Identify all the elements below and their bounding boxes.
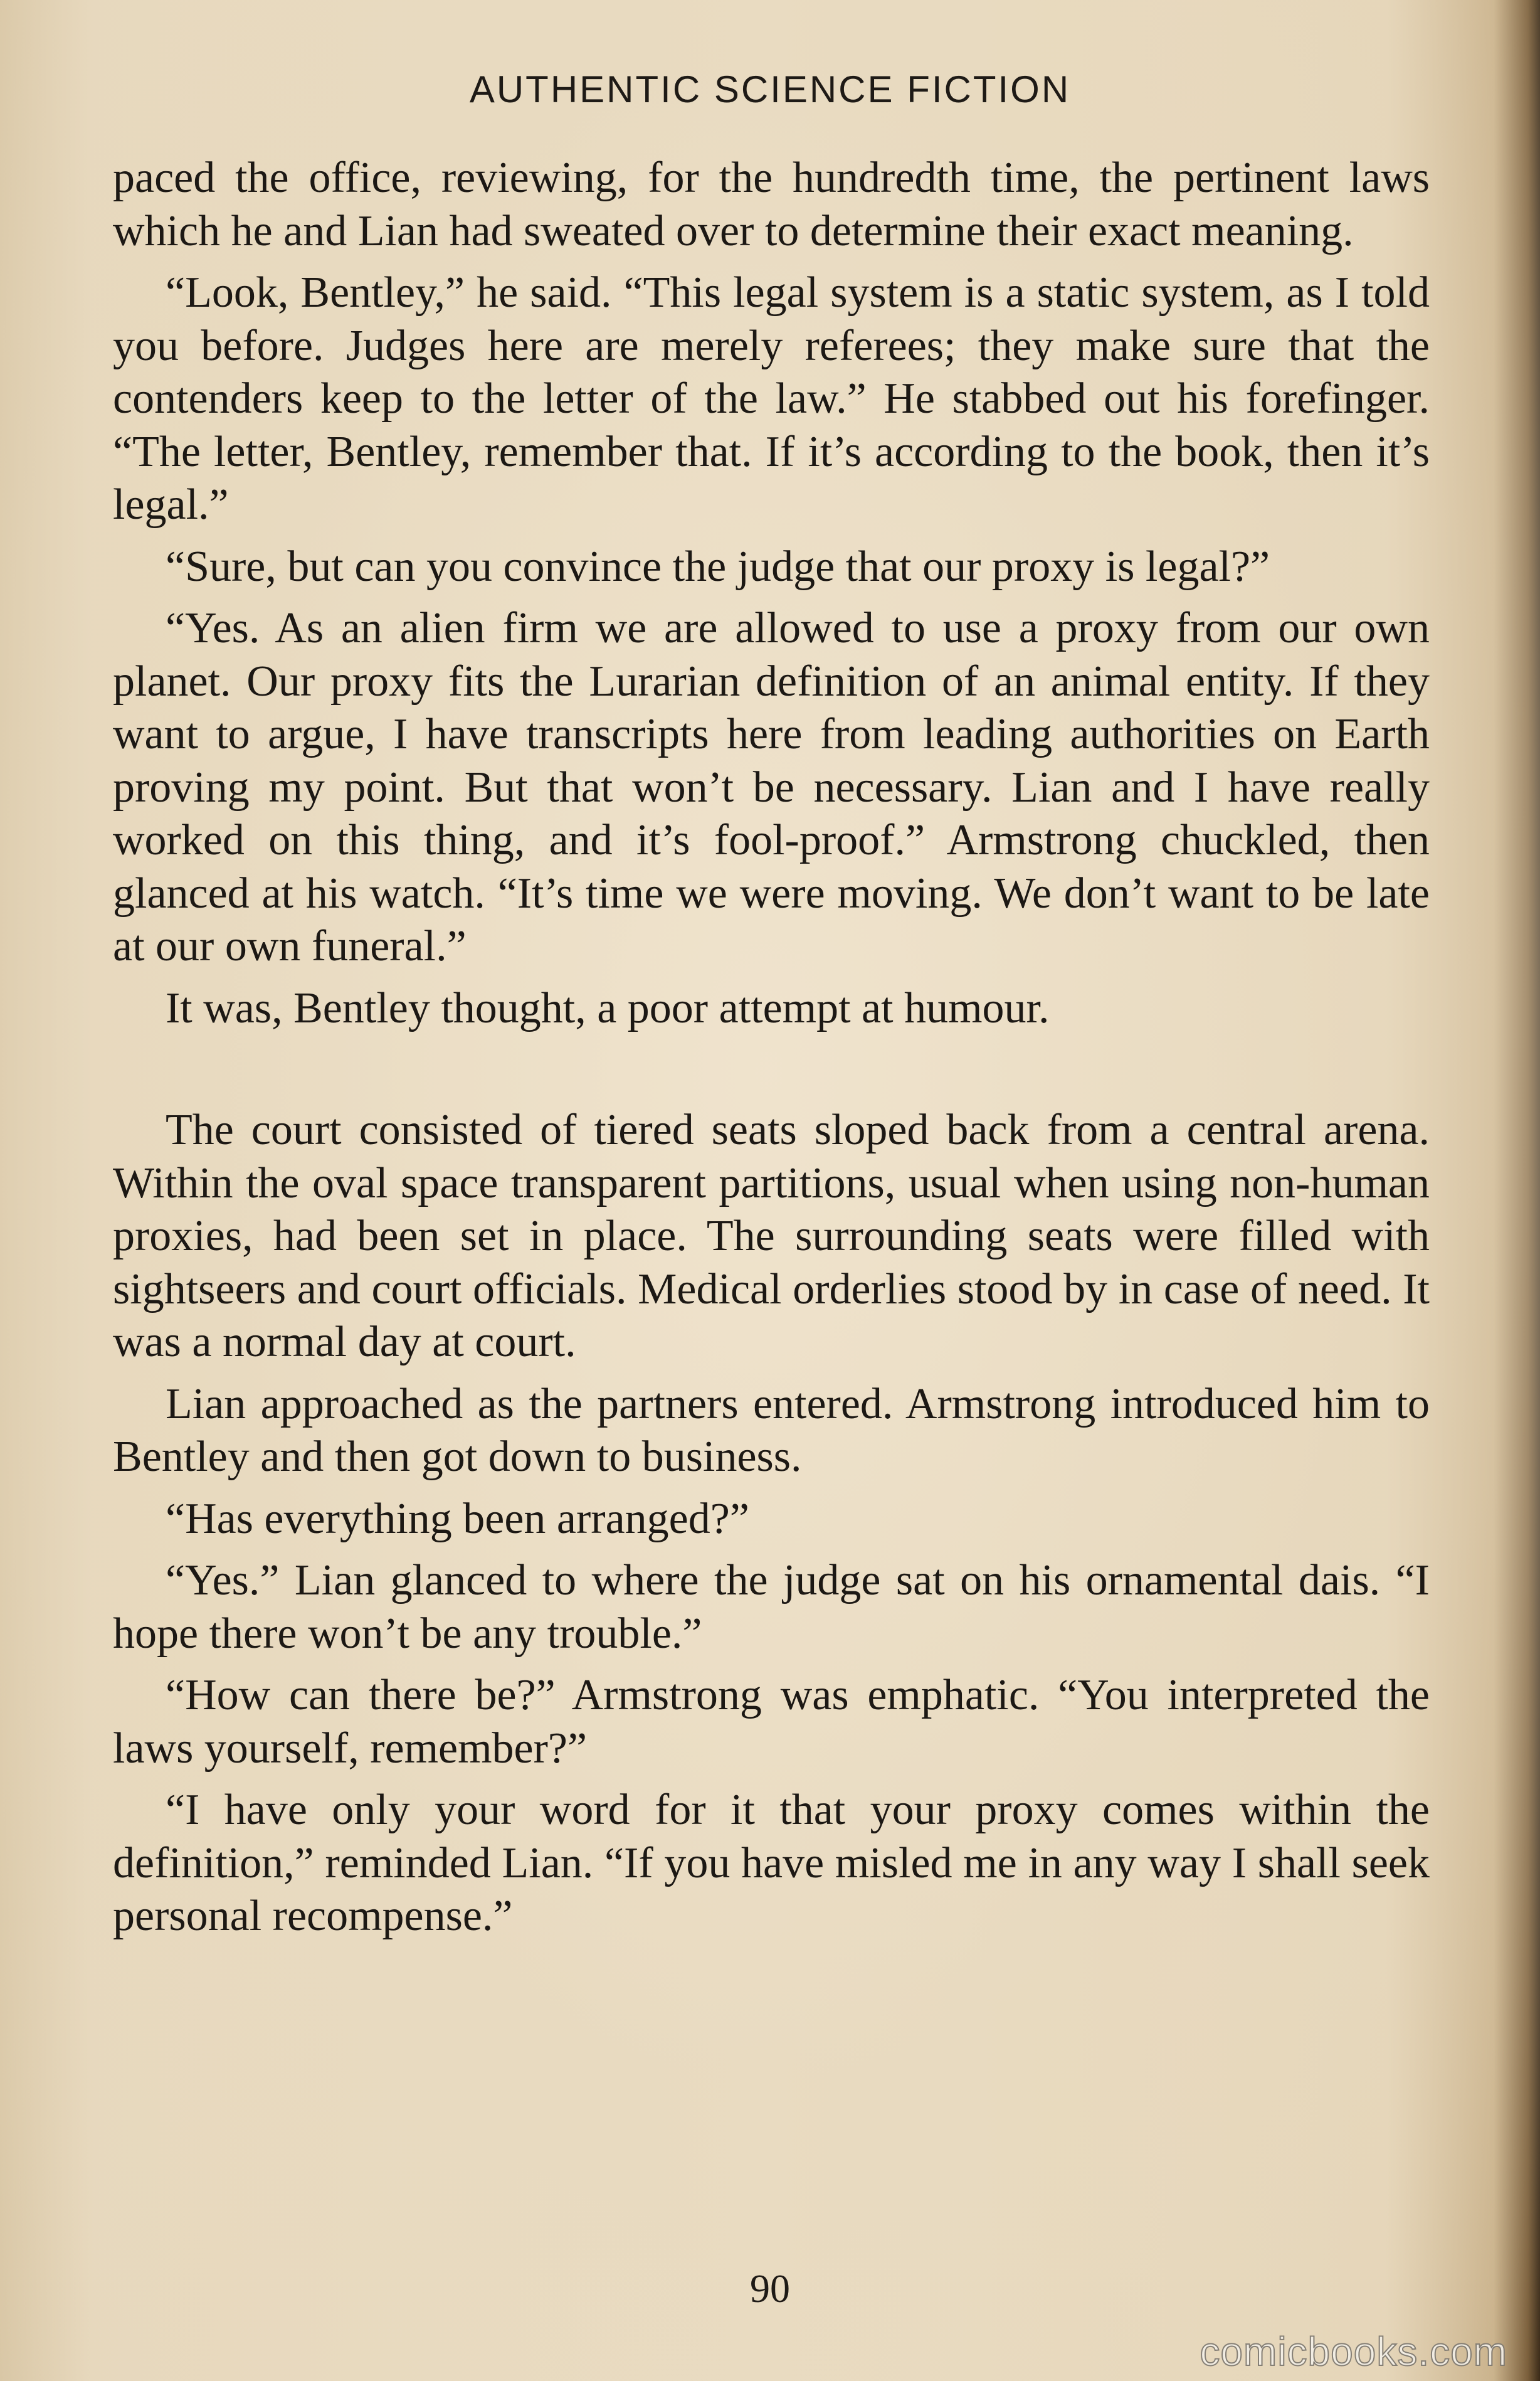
body-text: [113, 152, 1430, 1952]
section-break: [113, 1044, 1430, 1104]
watermark: comicbooks.com: [1200, 2329, 1507, 2374]
paragraph: “Yes.” Lian glanced to where the judge sat on his ornamental dais. “I hope there won’t be any trouble.”: [113, 1556, 1430, 1658]
paragraph: “Has everything been arranged?”: [166, 1494, 749, 1543]
paragraph: Lian approached as the partners entered. Armstrong introduced him to Bentley and then got down to business.: [113, 1379, 1430, 1481]
page-number: 90: [750, 2266, 790, 2311]
paragraph: “How can there be?” Armstrong was emphatic. “You interpreted the laws yourself, remember?”: [113, 1671, 1430, 1773]
paragraph: “Yes. As an alien firm we are allowed to use a proxy from our own planet. Our proxy fits the Lurarian definition of an animal entity. If they want to argue, I have transcripts here from leading authorities on Earth proving my point. But that won’t be necessary. Lian and I have really worked on this thing, and it’s fool-proof.” Armstrong chuckled, then glanced at his watch. “It’s time we were moving. We don’t want to be late at our own funeral.”: [113, 604, 1430, 970]
paragraph: “Look, Bentley,” he said. “This legal system is a static system, as I told you before. Judges here are merely referees; they make sure that the contenders keep to the letter of the law.” He stabbed out his forefinger. “The letter, Bentley, remember that. If it’s according to the book, then it’s legal.”: [113, 268, 1430, 529]
paragraph: It was, Bentley thought, a poor attempt at humour.: [166, 984, 1050, 1032]
paragraph: “Sure, but can you convince the judge that our proxy is legal?”: [166, 542, 1270, 591]
running-head: AUTHENTIC SCIENCE FICTION: [469, 68, 1071, 110]
paragraph: paced the office, reviewing, for the hundredth time, the pertinent laws which he and Lian had sweated over to determine their exact meaning.: [113, 154, 1430, 255]
paragraph: The court consisted of tiered seats sloped back from a central arena. Within the oval space transparent partitions, usual when using non-human proxies, had been set in place. The surrounding seats were filled with sightseers and court officials. Medical orderlies stood by in case of need. It was a normal day at court.: [113, 1106, 1430, 1366]
paragraph: “I have only your word for it that your proxy comes within the definition,” reminded Lian. “If you have misled me in any way I shall seek personal recompense.”: [113, 1786, 1430, 1940]
